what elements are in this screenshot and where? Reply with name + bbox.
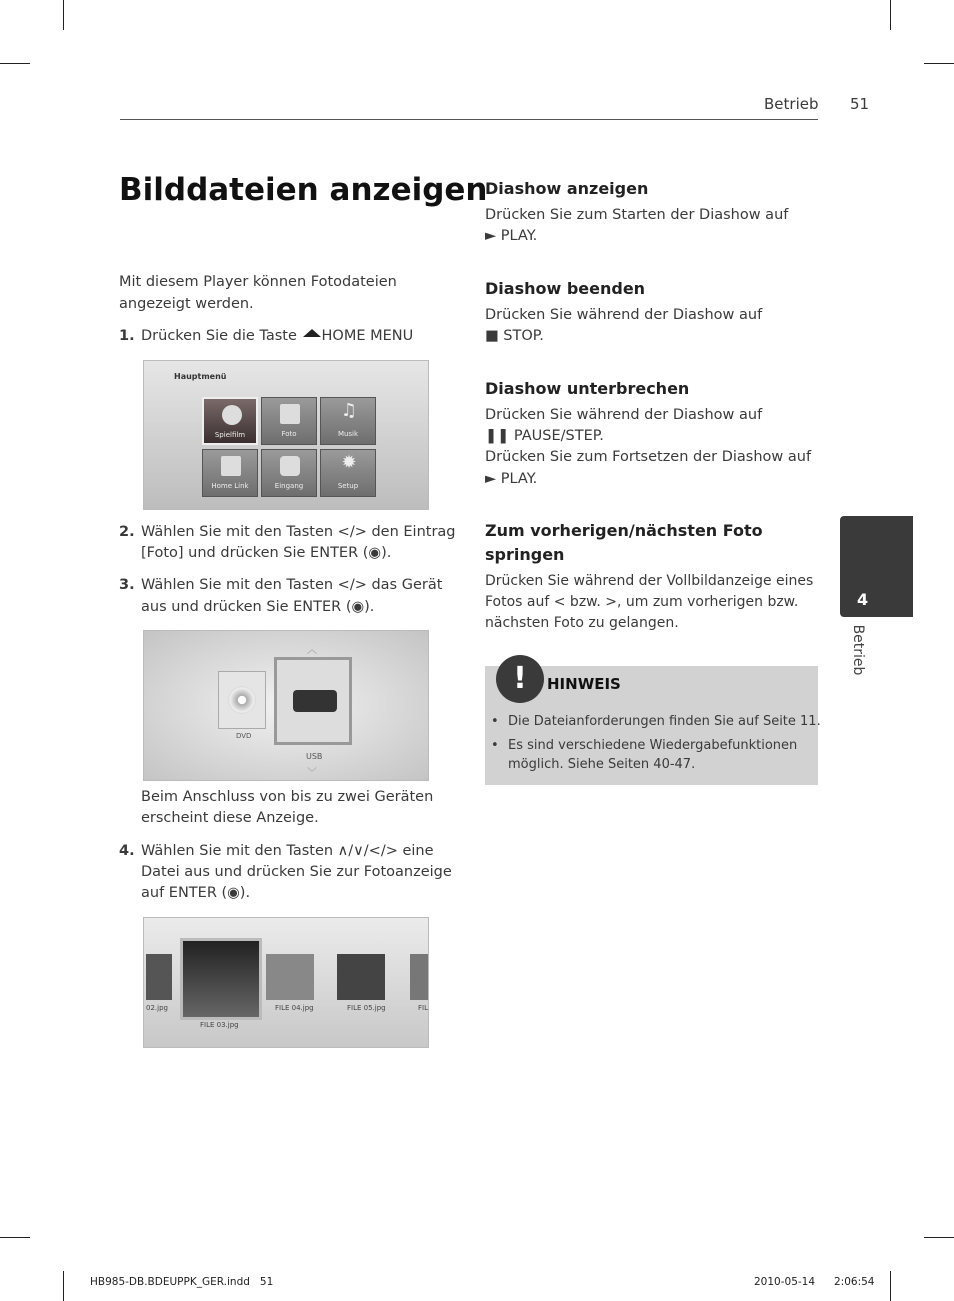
menu-tile-label: Eingang [274,482,304,490]
usb-tile [274,657,352,745]
section-heading: Zum vorherigen/nächsten Foto [485,521,763,540]
exclamation-icon: ! [496,655,544,703]
step-text: Wählen Sie mit den Tasten </> den Eintrag [141,524,456,540]
photo-icon [280,404,300,424]
menu-tile-label: Home Link [211,482,249,490]
section-text: Drücken Sie während der Diashow auf [485,307,763,323]
step-text: Wählen Sie mit den Tasten ∧/∨/</> eine [141,843,434,859]
section-text: ► PLAY. [485,471,538,487]
header-rule [120,119,818,120]
gear-icon: ✹ [341,452,357,473]
menu-title: Hauptmenü [174,372,227,381]
step-text: aus und drücken Sie ENTER (◉). [141,599,375,615]
crop-mark [924,63,954,64]
device-note: Beim Anschluss von bis zu zwei Geräten [141,789,434,805]
section-heading: springen [485,545,565,564]
section-text: Drücken Sie während der Vollbildanzeige eines [485,573,814,589]
step-text: auf ENTER (◉). [141,885,251,901]
menu-tile [202,449,258,497]
section-text: ❚❚ PAUSE/STEP. [485,428,604,444]
section-text: nächsten Foto zu gelangen. [485,615,679,631]
main-menu-screenshot [143,360,429,510]
section-text: Drücken Sie während der Diashow auf [485,407,763,423]
section-text: Fotos auf < bzw. >, um zum vorherigen bzw. [485,594,799,610]
step-text [141,326,413,347]
section-text: Drücken Sie zum Fortsetzen der Diashow auf [485,449,812,465]
page-number: 51 [850,95,870,113]
intro-line-1: Mit diesem Player können Fotodateien [119,274,397,290]
device-select-screenshot [143,630,429,781]
section-text: ► PLAY. [485,228,538,244]
footer-time: 2:06:54 [834,1276,875,1288]
file-label: FIL [418,1004,428,1012]
step-number: 3. [119,577,135,593]
thumbnail [266,954,314,1000]
header-section: Betrieb [764,95,819,113]
step-number: 4. [119,843,135,859]
menu-tile-label: Musik [337,430,359,438]
page-title: Bilddateien anzeigen [119,172,488,208]
file-label: FILE 05.jpg [347,1004,386,1012]
menu-tile-label: Spielfilm [214,431,246,439]
file-label: FILE 04.jpg [275,1004,314,1012]
menu-tile-label: Setup [337,482,359,490]
step-text: Datei aus und drücken Sie zur Fotoanzeige [141,864,452,880]
music-note-icon: ♫ [340,400,358,421]
chevron-down-icon: ﹀ [307,768,317,779]
step-text: Wählen Sie mit den Tasten </> das Gerät [141,577,443,593]
crop-mark [924,1237,954,1238]
bullet-marker: • [491,714,499,729]
section-text: Drücken Sie zum Starten der Diashow auf [485,207,789,223]
crop-mark [890,0,891,30]
step-number: 1. [119,328,135,344]
menu-tile [202,397,258,445]
crop-mark [0,63,30,64]
device-note: erscheint diese Anzeige. [141,810,319,826]
menu-tile [320,397,376,445]
bullet-marker: • [491,738,499,753]
chapter-number: 4 [857,590,869,609]
thumbnail [410,954,428,1000]
thumbnail [337,954,385,1000]
menu-tile [261,397,317,445]
dvd-label: DVD [236,732,252,740]
crop-mark [890,1271,891,1301]
section-heading: Diashow anzeigen [485,179,649,198]
section-heading: Diashow beenden [485,279,646,298]
hinweis-label: HINWEIS [547,675,621,693]
dvd-tile [218,671,266,729]
file-label: FILE 03.jpg [200,1021,239,1029]
input-icon [280,456,300,476]
home-menu-label: HOME MENU [321,328,414,344]
menu-tile-label: Foto [281,430,297,438]
usb-icon [293,690,337,712]
crop-mark [63,1271,64,1301]
file-list-screenshot [143,917,429,1048]
hinweis-bullet: Die Dateianforderungen finden Sie auf Seite 11. [508,714,821,729]
step-text-part: Drücken Sie die Taste [141,328,297,344]
chapter-tab [840,516,913,617]
menu-tile [320,449,376,497]
hinweis-bullet: möglich. Siehe Seiten 40-47. [508,757,696,772]
menu-tile [261,449,317,497]
hinweis-bullet: Es sind verschiedene Wiedergabefunktionen [508,738,798,753]
section-text: ■ STOP. [485,328,544,344]
step-number: 2. [119,524,135,540]
usb-label: USB [306,752,323,761]
footer-date: 2010-05-14 [754,1276,816,1288]
file-label: 02.jpg [146,1004,168,1012]
crop-mark [63,0,64,30]
chapter-label: Betrieb [850,624,866,676]
crop-mark [0,1237,30,1238]
step-text: [Foto] und drücken Sie ENTER (◉). [141,545,392,561]
footer-file: HB985-DB.BDEUPPK_GER.indd 51 [90,1276,274,1288]
thumbnail [146,954,172,1000]
section-heading: Diashow unterbrechen [485,379,690,398]
film-reel-icon [222,405,242,425]
home-icon [303,329,321,337]
thumbnail-selected [180,938,262,1020]
chevron-up-icon: ︿ [307,645,317,656]
disc-icon [228,686,256,714]
monitor-icon [221,456,241,476]
intro-line-2: angezeigt werden. [119,296,254,312]
